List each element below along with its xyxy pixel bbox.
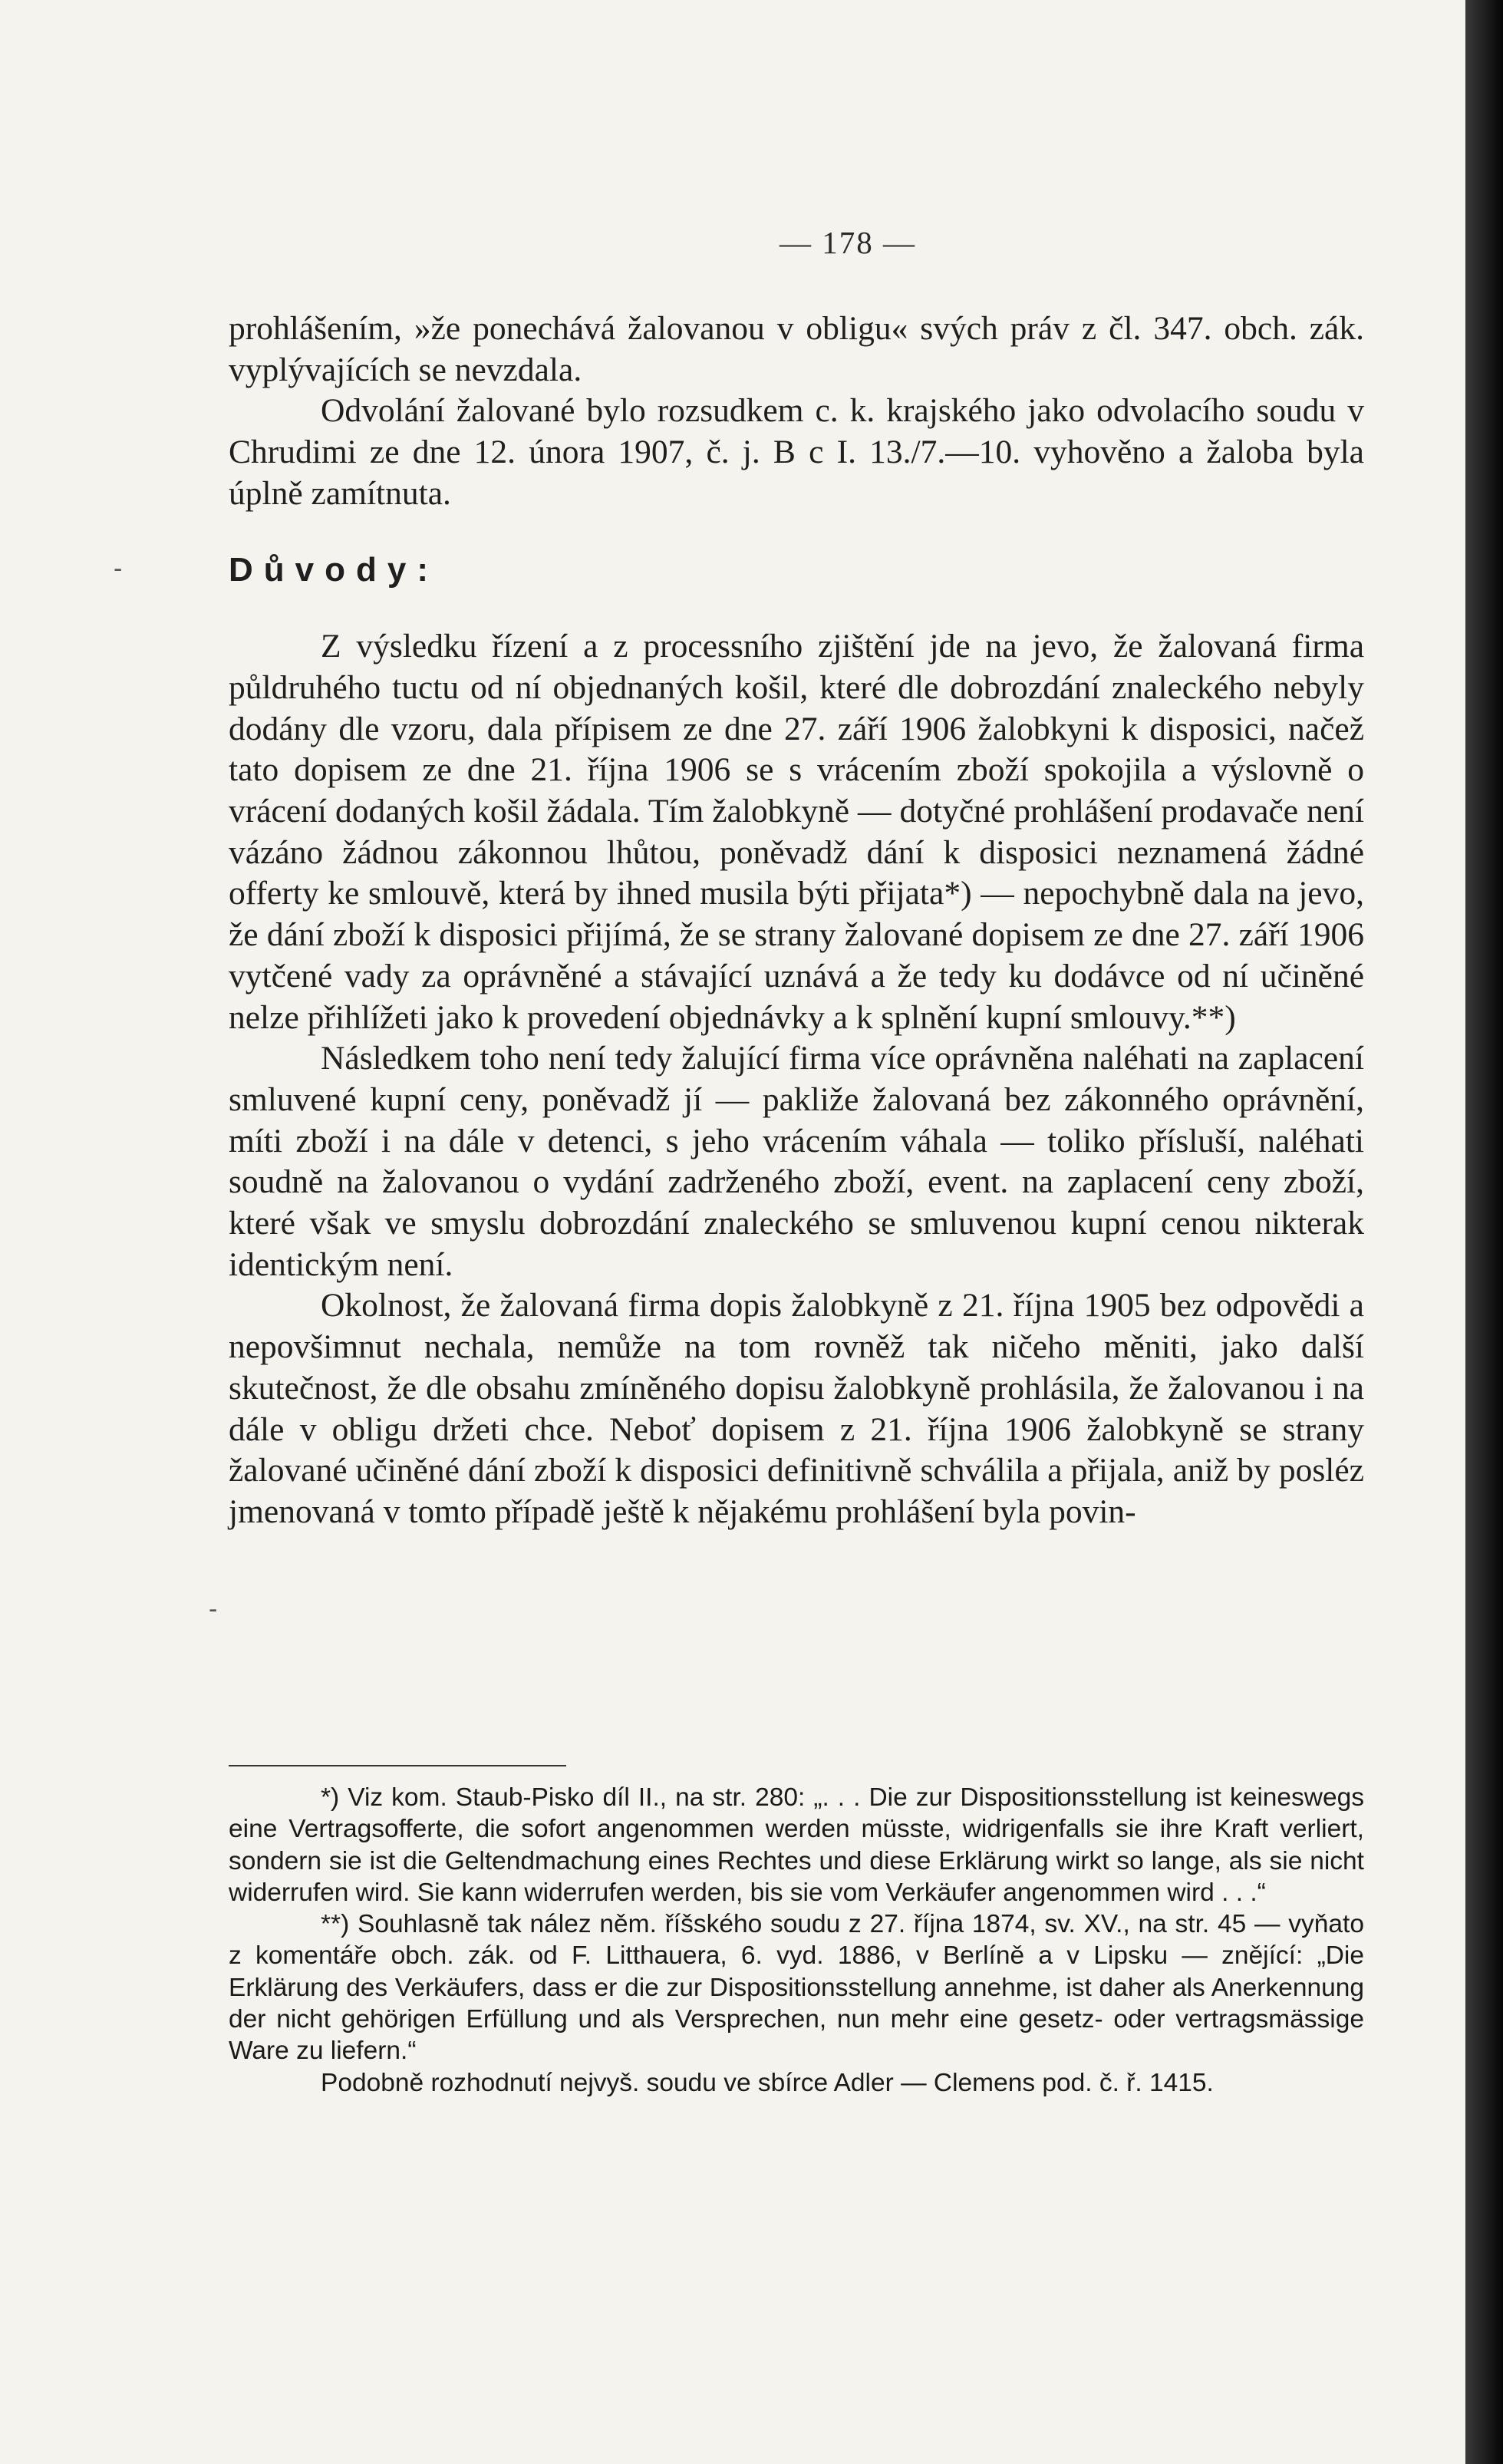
- main-text: [229, 308, 1364, 1533]
- footnote-1: *) Viz kom. Staub-Pisko díl II., na str. 280: „. . . Die zur Dispositionsstellung ist keineswegs eine Vertragsofferte, die sofort angenommen werden müsste, widrigenfalls sie ihre Kraft verliert, sondern sie ist die Geltendmachung eines Rechtes und diese Erklärung wirkt so lange, als sie nicht widerrufen wird. Sie kann widerrufen werden, bis sie vom Verkäufer angenommen wird . . .“: [229, 1783, 1364, 1907]
- footnote-3: Podobně rozhodnutí nejvyš. soudu ve sbírce Adler — Clemens pod. č. ř. 1415.: [321, 2068, 1214, 2097]
- margin-mark-2: -: [209, 1595, 218, 1624]
- body-paragraph-1: Z výsledku řízení a z processního zjištění jde na jevo, že žalovaná firma půldruhého tuctu od ní objednaných košil, které dle dobrozdání znaleckého nebyly dodány dle vzoru, dala přípisem ze dne 27. září 1906 žalobkyni k disposici, načež tato dopisem ze dne 21. října 1906 se s vrácením zboží spokojila a výslovně o vrácení dodaných košil žádala. Tím žalobkyně — dotyčné prohlášení prodavače není vázáno žádnou zákonnou lhůtou, poněvadž dání k disposici neznamená žádné offerty ke smlouvě, která by ihned musila býti přijata*) — nepochybně dala na jevo, že dání zboží k disposici přijímá, že se strany žalované dopisem ze dne 27. září 1906 vytčené vady za oprávněné a stávající uznává a že tedy ku dodávce od ní učiněné nelze přihlížeti jako k provedení objednávky a k splnění kupní smlouvy.**): [229, 628, 1364, 1036]
- footnote-divider: [229, 1765, 566, 1766]
- footnotes: [229, 1782, 1364, 2099]
- page-number: — 178 —: [780, 225, 916, 260]
- scan-dark-edge: [1465, 0, 1503, 2464]
- intro-paragraph-2: Odvolání žalované bylo rozsudkem c. k. krajského jako odvolacího soudu v Chrudimi ze dne 12. února 1907, č. j. B c I. 13./7.—10. vyhověno a žaloba byla úplně zamítnuta.: [229, 392, 1364, 512]
- margin-mark-1: -: [114, 554, 123, 583]
- body-paragraph-3: Okolnost, že žalovaná firma dopis žalobkyně z 21. října 1905 bez odpovědi a nepovšimnut nechala, nemůže na tom rovněž tak ničeho měniti, jako další skutečnost, že dle obsahu zmíněného dopisu žalobkyně prohlásila, že žalovanou i na dále v obligu držeti chce. Neboť dopisem z 21. října 1906 žalobkyně se strany žalované učiněné dání zboží k disposici definitivně schválila a přijala, aniž by posléz jmenovaná v tomto případě ještě k nějakému prohlášení byla povin-: [229, 1287, 1364, 1530]
- section-heading: Důvody:: [229, 550, 439, 589]
- intro-paragraph-1: prohlášením, »že ponechává žalovanou v obligu« svých práv z čl. 347. obch. zák. vyplývajících se nevzdala.: [229, 310, 1364, 388]
- footnote-2: **) Souhlasně tak nález něm. říšského soudu z 27. října 1874, sv. XV., na str. 45 — vyňato z komentáře obch. zák. od F. Litthauera, 6. vyd. 1886, v Berlíně a v Lipsku — znějící: „Die Erklärung des Verkäufers, dass er die zur Dispositionsstellung annehme, ist daher als Anerkennung der nicht gehörigen Erfüllung und als Versprechen, nun mehr eine gesetz- oder vertragsmässige Ware zu liefern.“: [229, 1910, 1364, 2066]
- body-paragraph-2: Následkem toho není tedy žalující firma více oprávněna naléhati na zaplacení smluvené kupní ceny, poněvadž jí — pakliže žalovaná bez zákonného oprávnění, míti zboží i na dále v detenci, s jeho vrácením váhala — toliko přísluší, naléhati soudně na žalovanou o vydání zadrženého zboží, event. na zaplacení ceny zboží, které však ve smyslu dobrozdání znaleckého se smluvenou kupní cenou nikterak identickým není.: [229, 1040, 1364, 1283]
